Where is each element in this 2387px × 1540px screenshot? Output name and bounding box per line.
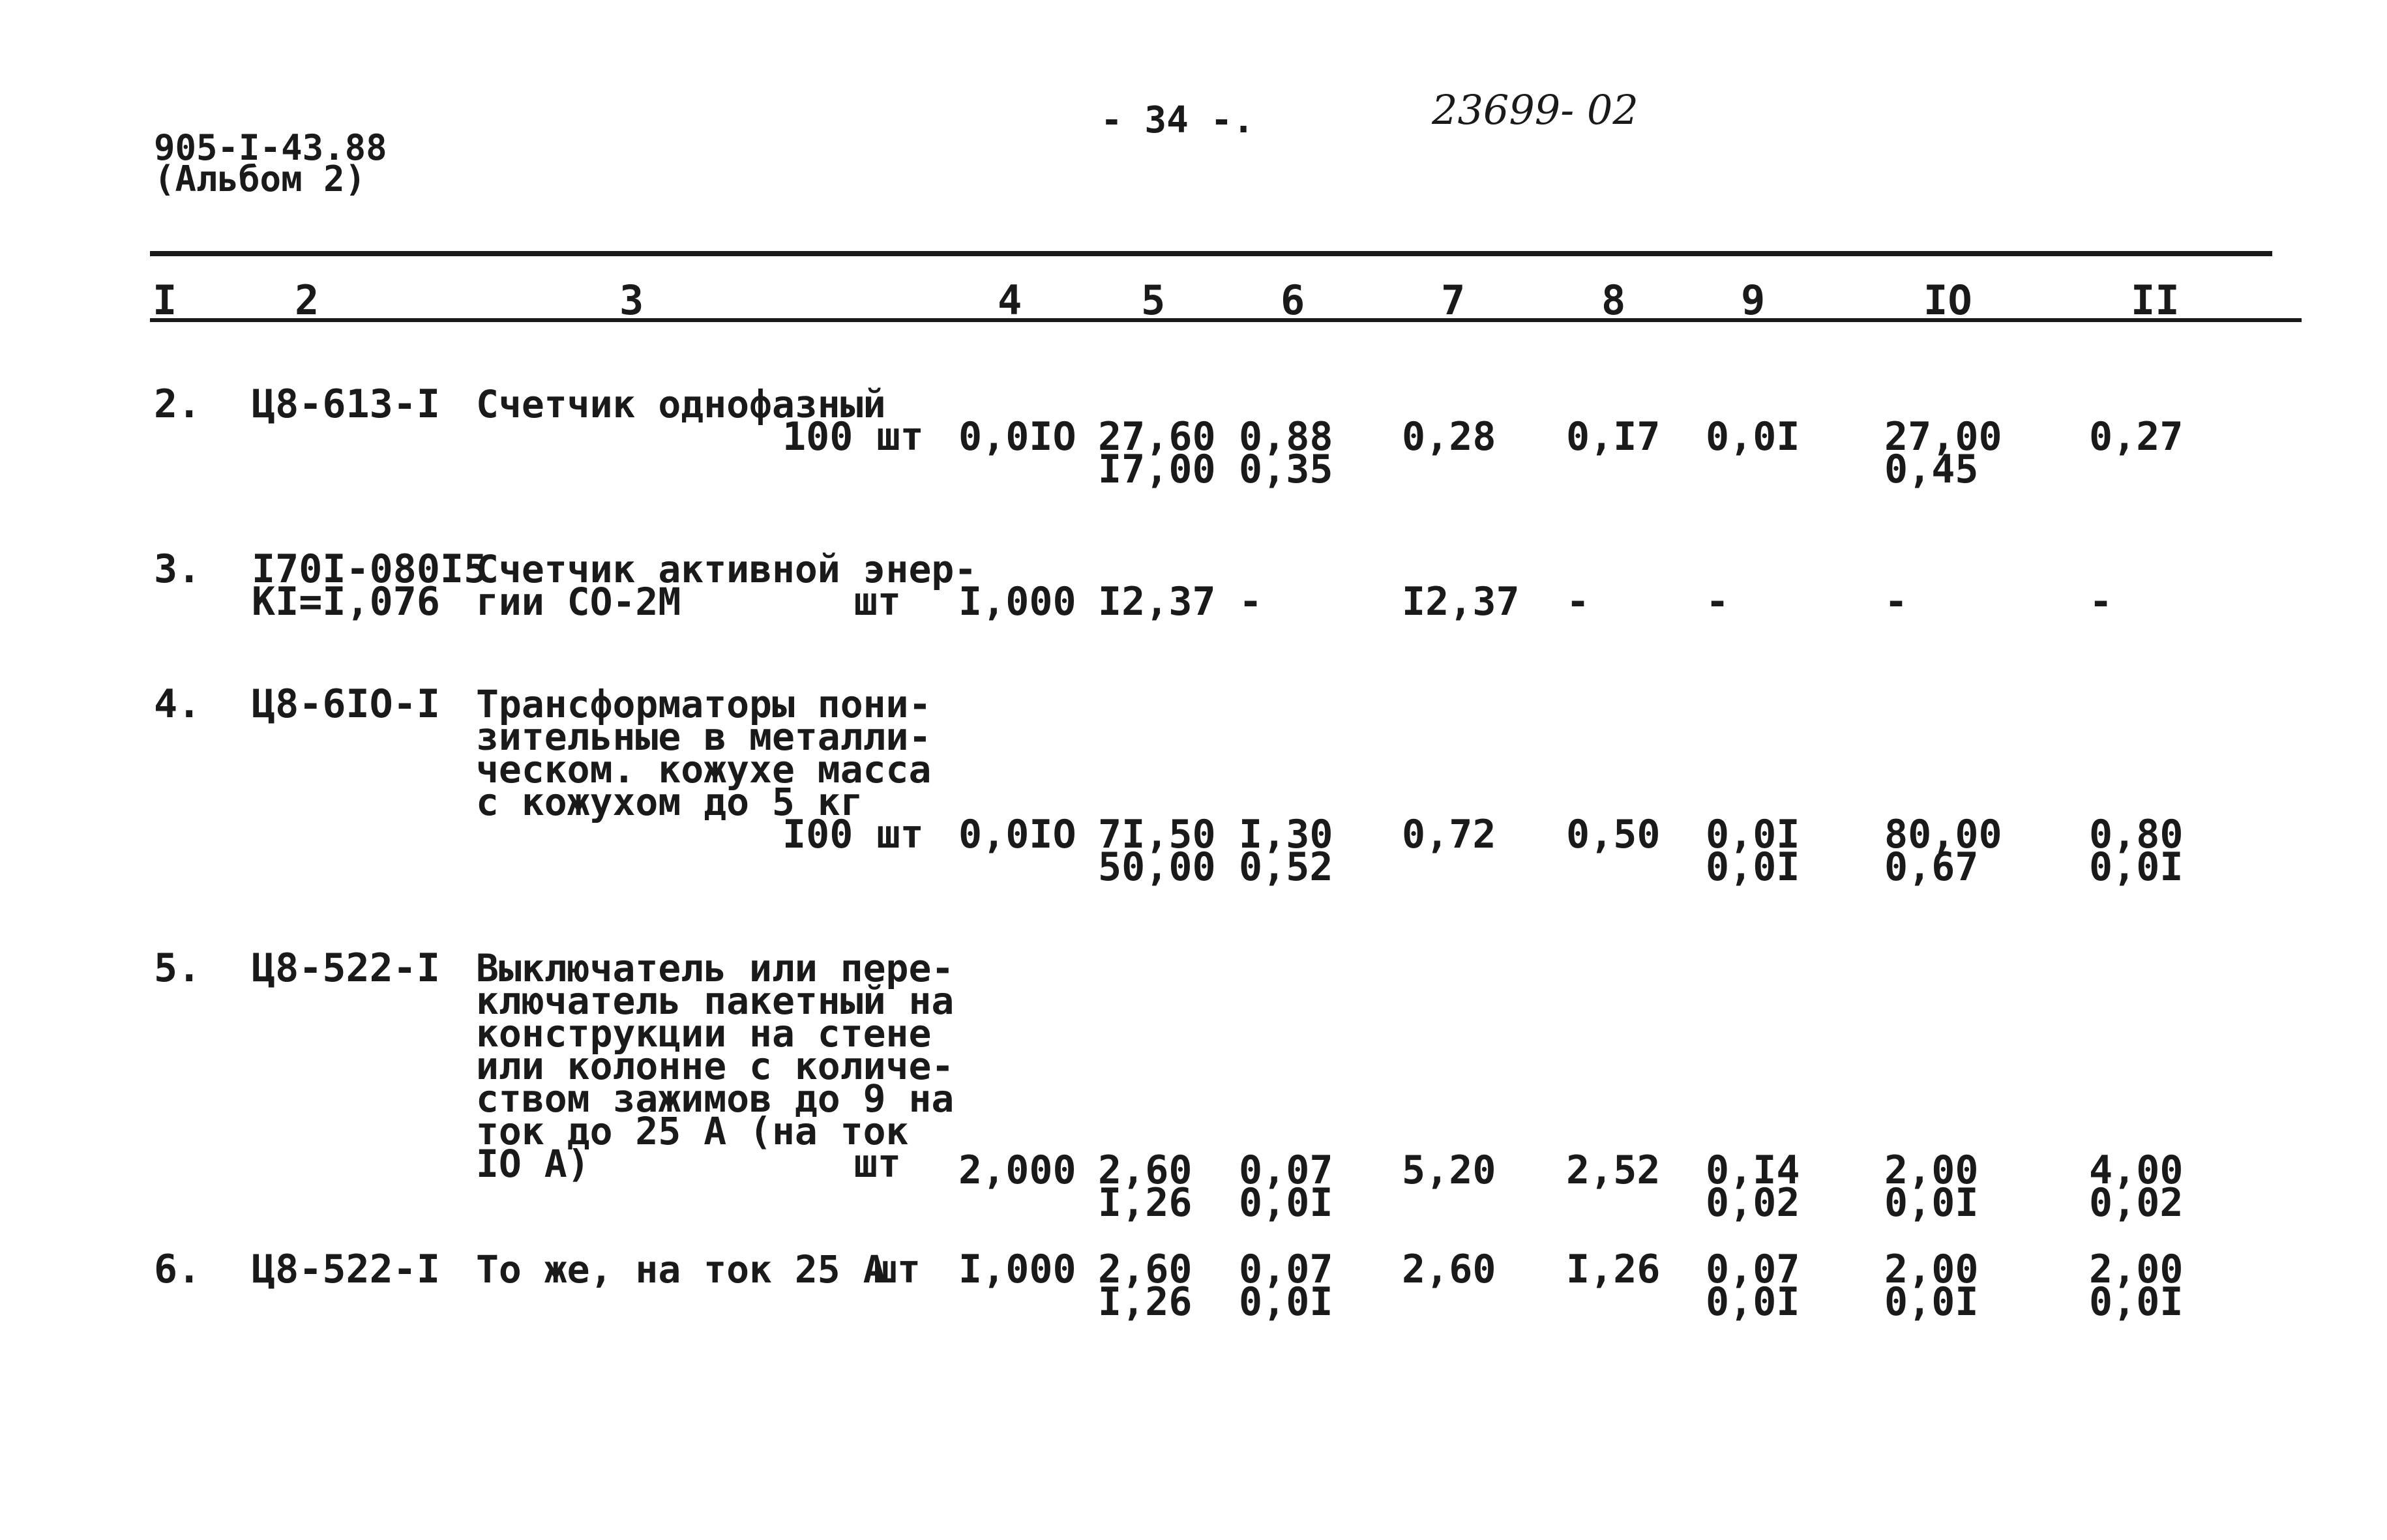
- row-col-4: 0,0IO: [958, 414, 1076, 460]
- row-col-4: 0,0IO: [958, 812, 1076, 857]
- row-unit: 100 шт: [782, 414, 924, 460]
- row-number: 4.: [154, 681, 201, 727]
- row-col-4: I,000: [958, 1247, 1076, 1292]
- row-unit: шт: [853, 579, 901, 625]
- row-col-6: 0,07 0,0I: [1239, 1247, 1333, 1325]
- row-col-4: I,000: [958, 579, 1076, 625]
- row-col-8: I,26: [1566, 1247, 1661, 1292]
- row-unit: шт: [873, 1247, 921, 1292]
- row-col-7: 0,28: [1402, 414, 1496, 460]
- document-code: 905-I-43.88: [154, 127, 387, 168]
- row-col-6: I,30 0,52: [1239, 812, 1333, 890]
- row-col-6: -: [1239, 579, 1263, 625]
- row-col-9: 0,0I: [1706, 414, 1800, 460]
- row-code: Ц8-6IO-I: [252, 681, 440, 727]
- row-col-8: 0,50: [1566, 812, 1661, 857]
- row-col-8: 2,52: [1566, 1148, 1661, 1193]
- row-description: Счетчик активной энер- гии СО-2М: [476, 547, 977, 624]
- column-number-9: 9: [1741, 276, 1766, 324]
- row-col-9: 0,07 0,0I: [1706, 1247, 1800, 1325]
- column-number-3: 3: [619, 276, 644, 324]
- row-number: 2.: [154, 381, 201, 427]
- column-number-2: 2: [295, 276, 319, 324]
- row-col-7: 0,72: [1402, 812, 1496, 857]
- column-number-6: 6: [1281, 276, 1305, 324]
- row-col-5: 7I,50 50,00: [1098, 812, 1216, 890]
- row-code: I70I-080I5: [252, 546, 488, 592]
- column-number-7: 7: [1441, 276, 1466, 324]
- row-col-11: 0,80 0,0I: [2089, 812, 2184, 890]
- row-number: 6.: [154, 1247, 201, 1292]
- row-code: Ц8-613-I: [252, 381, 440, 427]
- row-col-9: -: [1706, 579, 1730, 625]
- row-col-10: 2,00 0,0I: [1884, 1247, 1979, 1325]
- row-col-9: 0,I4 0,02: [1706, 1148, 1800, 1226]
- row-col-10: -: [1884, 579, 1908, 625]
- row-col-10: 80,00 0,67: [1884, 812, 2002, 890]
- column-header-rule: [150, 318, 2302, 322]
- row-code-coefficient: KI=I,076: [252, 579, 440, 625]
- inventory-number: 23699- 02: [1432, 86, 1638, 134]
- row-col-7: I2,37: [1402, 579, 1520, 625]
- row-col-6: 0,07 0,0I: [1239, 1148, 1333, 1226]
- row-description: Счетчик однофазный: [476, 382, 886, 426]
- row-col-8: -: [1566, 579, 1590, 625]
- row-description: Трансформаторы пони- зительные в металли- ческом. кожухе масса с кожухом до 5 кг: [476, 682, 932, 824]
- row-col-5: 27,60 I7,00: [1098, 414, 1216, 492]
- row-col-4: 2,000: [958, 1148, 1076, 1193]
- column-number-8: 8: [1601, 276, 1626, 324]
- row-col-10: 2,00 0,0I: [1884, 1148, 1979, 1226]
- row-col-9: 0,0I 0,0I: [1706, 812, 1800, 890]
- row-col-11: 0,27: [2089, 414, 2184, 460]
- column-number-5: 5: [1141, 276, 1166, 324]
- row-col-7: 2,60: [1402, 1247, 1496, 1292]
- row-number: 3.: [154, 546, 201, 592]
- row-code: Ц8-522-I: [252, 945, 440, 991]
- row-col-5: 2,60 I,26: [1098, 1148, 1193, 1226]
- row-col-8: 0,I7: [1566, 414, 1661, 460]
- row-col-11: -: [2089, 579, 2113, 625]
- row-col-6: 0,88 0,35: [1239, 414, 1333, 492]
- row-unit: шт: [853, 1141, 901, 1187]
- row-unit: I00 шт: [782, 812, 924, 857]
- column-number-1: I: [153, 276, 177, 324]
- row-col-5: 2,60 I,26: [1098, 1247, 1193, 1325]
- album-label: (Альбом 2): [154, 158, 366, 200]
- row-code: Ц8-522-I: [252, 1247, 440, 1292]
- column-number-4: 4: [998, 276, 1022, 324]
- row-description: То же, на ток 25 А: [476, 1247, 886, 1292]
- row-col-11: 4,00 0,02: [2089, 1148, 2184, 1226]
- top-rule: [150, 251, 2272, 256]
- row-col-11: 2,00 0,0I: [2089, 1247, 2184, 1325]
- page-number: - 34 -.: [1101, 99, 1255, 141]
- row-number: 5.: [154, 945, 201, 991]
- row-col-10: 27,00 0,45: [1884, 414, 2002, 492]
- column-number-11: II: [2131, 276, 2180, 324]
- column-number-10: IO: [1923, 276, 1972, 324]
- row-description: Выключатель или пере- ключатель пакетный на конструкции на стене или колонне с количе- ством зажимов до 9 на ток до 25 А (на ток IO А): [476, 946, 955, 1186]
- row-col-5: I2,37: [1098, 579, 1216, 625]
- row-col-7: 5,20: [1402, 1148, 1496, 1193]
